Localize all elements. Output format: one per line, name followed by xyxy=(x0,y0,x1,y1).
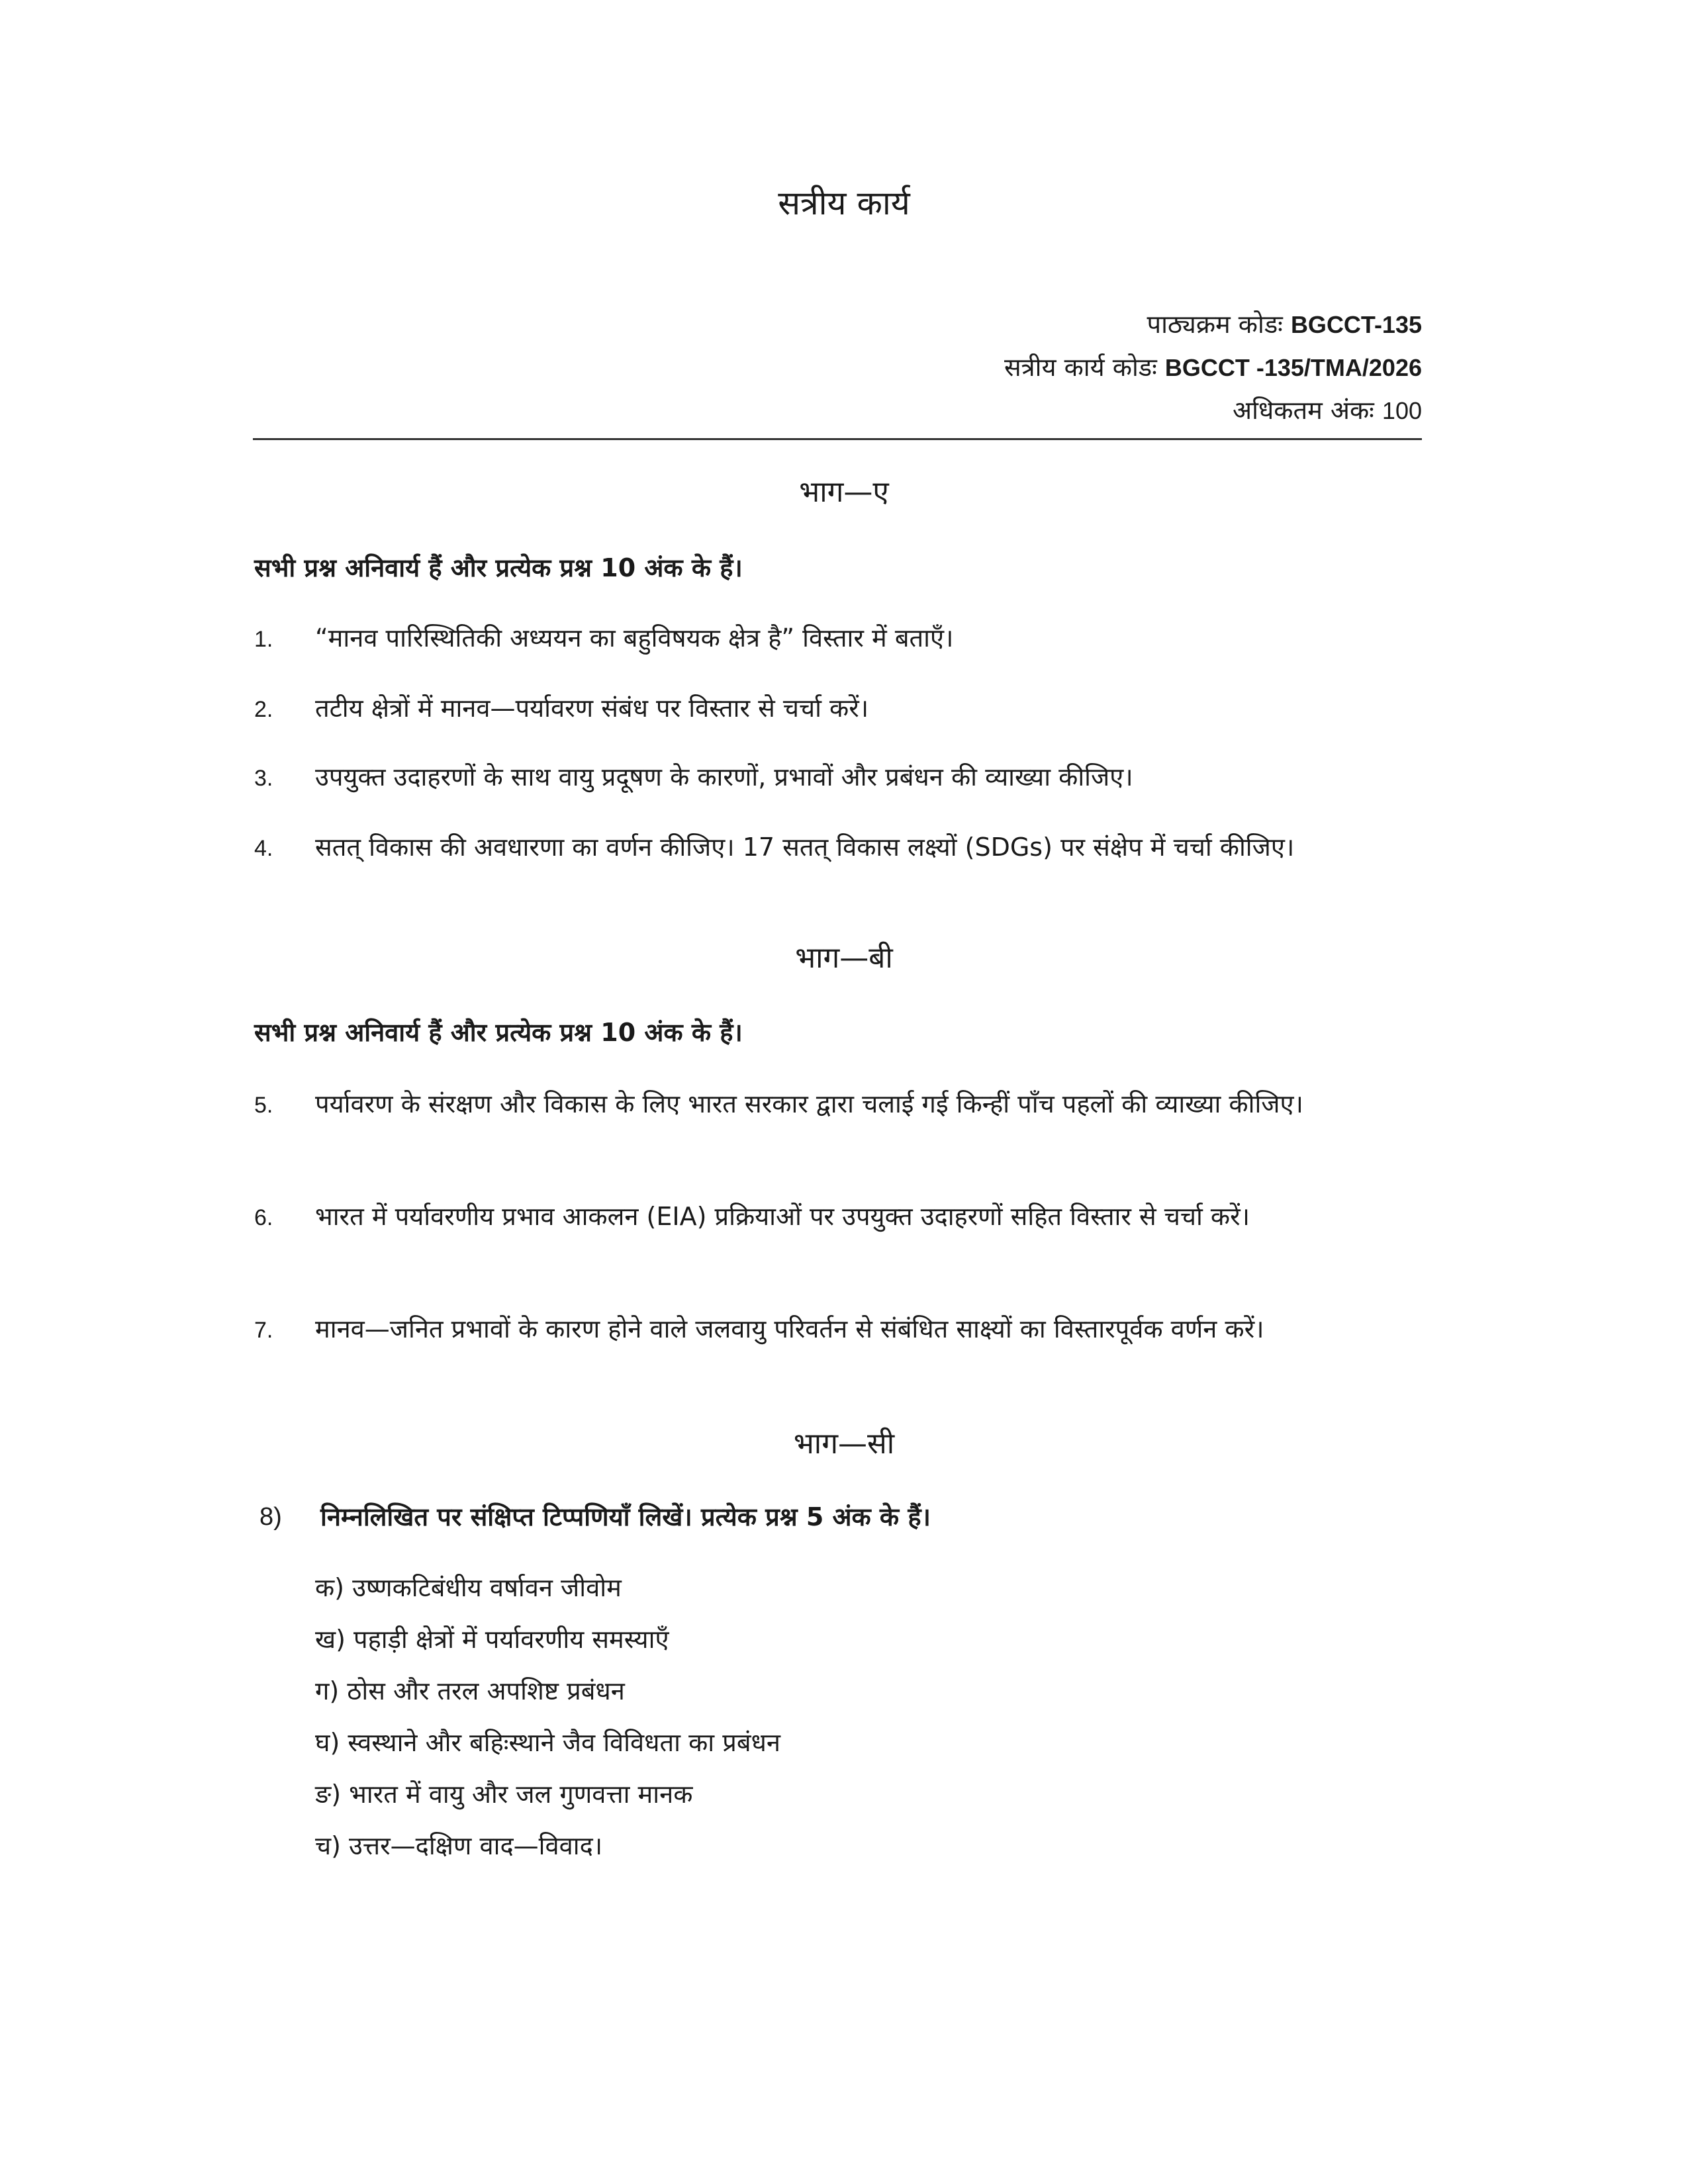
question-text: पर्यावरण के संरक्षण और विकास के लिए भारत सरकार द्वारा चलाई गई किन्हीं पाँच पहलों की व्याख्या कीजिए। xyxy=(315,1089,1303,1118)
list-item: ग) ठोस और तरल अपशिष्ट प्रबंधन xyxy=(315,1676,625,1706)
section-a-instruction: सभी प्रश्न अनिवार्य हैं और प्रत्येक प्रश्न 10 अंक के हैं। xyxy=(254,553,743,582)
question-1 xyxy=(254,617,1419,659)
question-6 xyxy=(254,1195,1419,1238)
question-number: 7. xyxy=(254,1318,273,1343)
header-divider xyxy=(253,438,1422,440)
max-marks-value: 100 xyxy=(1382,397,1422,424)
question-number: 6. xyxy=(254,1205,273,1230)
question-8 xyxy=(259,1498,1425,1535)
list-item: ङ) भारत में वायु और जल गुणवत्ता मानक xyxy=(315,1780,693,1809)
question-number: 5. xyxy=(254,1093,273,1118)
max-marks-line xyxy=(1004,389,1422,432)
list-item: क) उष्णकटिबंधीय वर्षावन जीवोम xyxy=(315,1573,622,1602)
question-text: भारत में पर्यावरणीय प्रभाव आकलन (EIA) प्रक्रियाओं पर उपयुक्त उदाहरणों सहित विस्तार से चर्चा करें। xyxy=(315,1202,1250,1231)
question-text: तटीय क्षेत्रों में मानव—पर्यावरण संबंध पर विस्तार से चर्चा करें। xyxy=(315,694,869,723)
question-number: 8) xyxy=(259,1503,282,1531)
question-text: निम्नलिखित पर संक्षिप्त टिप्पणियाँ लिखें। प्रत्येक प्रश्न 5 अंक के हैं। xyxy=(320,1502,931,1531)
assignment-meta xyxy=(1004,303,1422,432)
list-item: ख) पहाड़ी क्षेत्रों में पर्यावरणीय समस्याएँ xyxy=(315,1625,669,1654)
question-text: उपयुक्त उदाहरणों के साथ वायु प्रदूषण के कारणों, प्रभावों और प्रबंधन की व्याख्या कीजिए। xyxy=(315,762,1133,792)
short-notes-list xyxy=(315,1562,780,1872)
section-b-heading: भाग—बी xyxy=(795,941,893,975)
assignment-code-label: सत्रीय कार्य कोडः xyxy=(1004,353,1157,382)
question-text: सतत् विकास की अवधारणा का वर्णन कीजिए। 17 सतत् विकास लक्ष्यों (SDGs) पर संक्षेप में चर्चा कीजिए। xyxy=(315,833,1295,862)
question-4 xyxy=(254,826,1419,868)
question-number: 4. xyxy=(254,836,273,861)
question-number: 1. xyxy=(254,627,273,652)
question-text: “मानव पारिस्थितिकी अध्ययन का बहुविषयक क्षेत्र है” विस्तार में बताएँ। xyxy=(315,623,954,653)
course-code-label: पाठ्यक्रम कोडः xyxy=(1147,310,1283,339)
assignment-code-value: BGCCT -135/TMA/2026 xyxy=(1164,354,1422,381)
list-item: घ) स्वस्थाने और बहिःस्थाने जैव विविधता का प्रबंधन xyxy=(315,1728,780,1757)
section-b-instruction: सभी प्रश्न अनिवार्य हैं और प्रत्येक प्रश्न 10 अंक के हैं। xyxy=(254,1018,743,1047)
page-title: सत्रीय कार्य xyxy=(778,184,910,222)
section-a-heading: भाग—ए xyxy=(799,475,889,509)
question-3 xyxy=(254,756,1419,798)
course-code-value: BGCCT-135 xyxy=(1290,311,1422,338)
question-7 xyxy=(254,1308,1419,1350)
section-c-heading: भाग—सी xyxy=(793,1427,895,1461)
assignment-code-line xyxy=(1004,346,1422,389)
question-2 xyxy=(254,687,1419,729)
question-number: 2. xyxy=(254,697,273,722)
max-marks-label: अधिकतम अंकः xyxy=(1233,396,1374,425)
question-text: मानव—जनित प्रभावों के कारण होने वाले जलवायु परिवर्तन से संबंधित साक्ष्यों का विस्तारपूर्वक वर्णन करें। xyxy=(315,1314,1264,1343)
course-code-line xyxy=(1004,303,1422,346)
list-item: च) उत्तर—दक्षिण वाद—विवाद। xyxy=(315,1831,603,1860)
question-5 xyxy=(254,1083,1419,1125)
question-number: 3. xyxy=(254,766,273,791)
